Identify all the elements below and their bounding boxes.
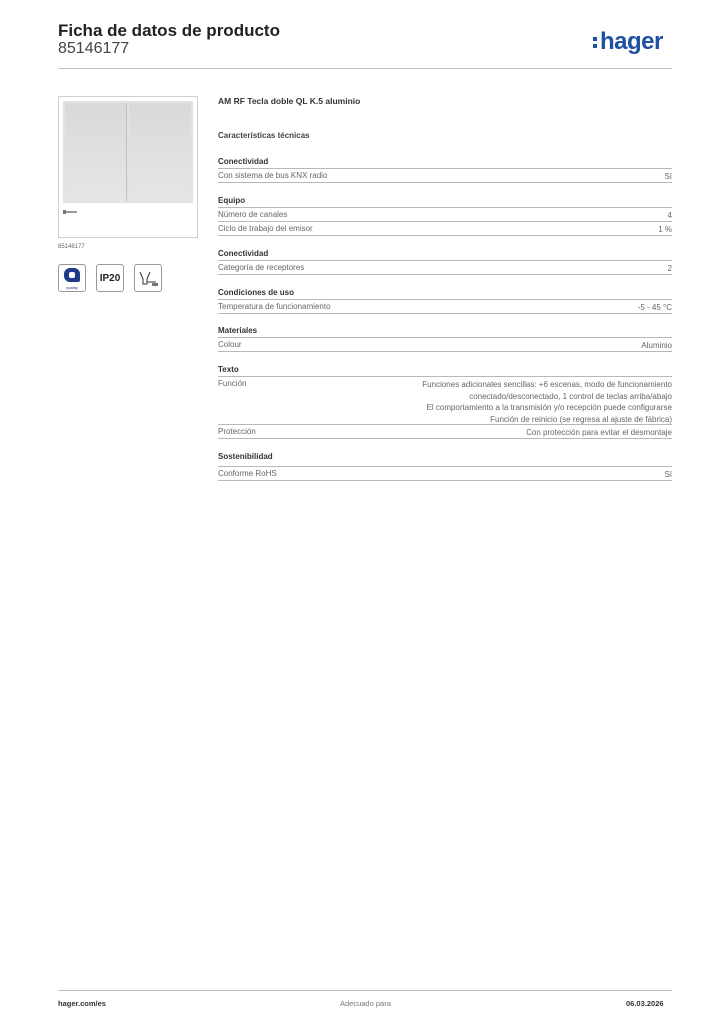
spec-value: 2 (667, 264, 672, 273)
spec-row (218, 299, 672, 313)
section-heading: Conectividad (218, 249, 269, 258)
ip20-label: IP20 (99, 273, 121, 284)
spec-value: Con protección para evitar el desmontaje (526, 428, 672, 437)
row-divider (218, 438, 672, 439)
spec-row (218, 376, 672, 424)
spec-value: Aluminio (641, 341, 672, 350)
accessory-thumbnail-icon (63, 210, 77, 214)
row-divider (218, 351, 672, 352)
spec-row (218, 337, 672, 351)
product-image (58, 96, 198, 238)
spec-label: Conforme RoHS (218, 469, 277, 478)
spec-value: -5 - 45 °C (637, 303, 672, 312)
quality-q-icon: quality (58, 264, 86, 292)
spec-value: Sí (664, 470, 672, 479)
hager-logo[interactable] (593, 28, 663, 56)
spec-label: Con sistema de bus KNX radio (218, 171, 328, 180)
left-rocker (65, 103, 127, 201)
spec-label: Número de canales (218, 210, 288, 219)
spec-value-line: Función de reinicio (se regresa al ajuste de fábrica) (490, 414, 672, 424)
spec-row (218, 221, 672, 235)
spec-row (218, 168, 672, 182)
spec-value-line: conectado/desconectado, 1 control de teclas arriba/abajo (469, 391, 672, 401)
section-heading: Sostenibilidad (218, 452, 273, 461)
spec-label: Categoría de receptores (218, 263, 305, 272)
section-heading: Texto (218, 365, 239, 374)
spec-value-line: El comportamiento a la transmisión y/o recepción puede configurarse (426, 403, 672, 412)
footer-website-link[interactable]: hager.com/es (58, 999, 106, 1008)
spec-label: Función (218, 379, 247, 388)
row-divider (218, 182, 672, 183)
ip20-icon (96, 264, 124, 292)
spec-row (218, 424, 672, 438)
section-heading: Materiales (218, 326, 258, 335)
row-divider (218, 235, 672, 236)
spec-label: Temperatura de funcionamiento (218, 302, 331, 311)
section-heading: Equipo (218, 196, 246, 205)
spec-row (218, 466, 672, 480)
footer-suitable-for: Adecuado para (340, 999, 391, 1008)
product-code: 85146177 (58, 40, 130, 57)
spec-value-multiline (422, 379, 672, 425)
header-divider (58, 68, 672, 69)
footer-date: 06.03.2026 (626, 999, 664, 1008)
spec-label: Colour (218, 340, 242, 349)
spec-value: Sí (664, 172, 672, 181)
row-divider (218, 313, 672, 314)
touch-sensor-icon (134, 264, 162, 292)
specs-title: Características técnicas (218, 131, 310, 140)
product-name: AM RF Tecla doble QL K.5 aluminio (218, 96, 361, 106)
image-caption: 85146177 (58, 244, 85, 250)
section-heading: Conectividad (218, 157, 269, 166)
switch-plate (63, 101, 193, 203)
spec-label: Ciclo de trabajo del emisor (218, 224, 313, 233)
spec-value-line: Funciones adicionales sencillas: +6 escenas, modo de funcionamiento (422, 380, 672, 389)
spec-value: 4 (667, 211, 672, 220)
page-title: Ficha de datos de producto (58, 21, 280, 40)
footer-divider (58, 990, 672, 991)
spec-value: 1 % (658, 225, 672, 234)
row-divider (218, 480, 672, 481)
row-divider (218, 274, 672, 275)
right-rocker (129, 103, 191, 201)
spec-row (218, 207, 672, 221)
spec-row (218, 260, 672, 274)
section-heading: Condiciones de uso (218, 288, 295, 297)
logo-dots-icon (593, 35, 598, 49)
spec-label: Protección (218, 427, 256, 436)
logo-text: hager (600, 28, 663, 55)
